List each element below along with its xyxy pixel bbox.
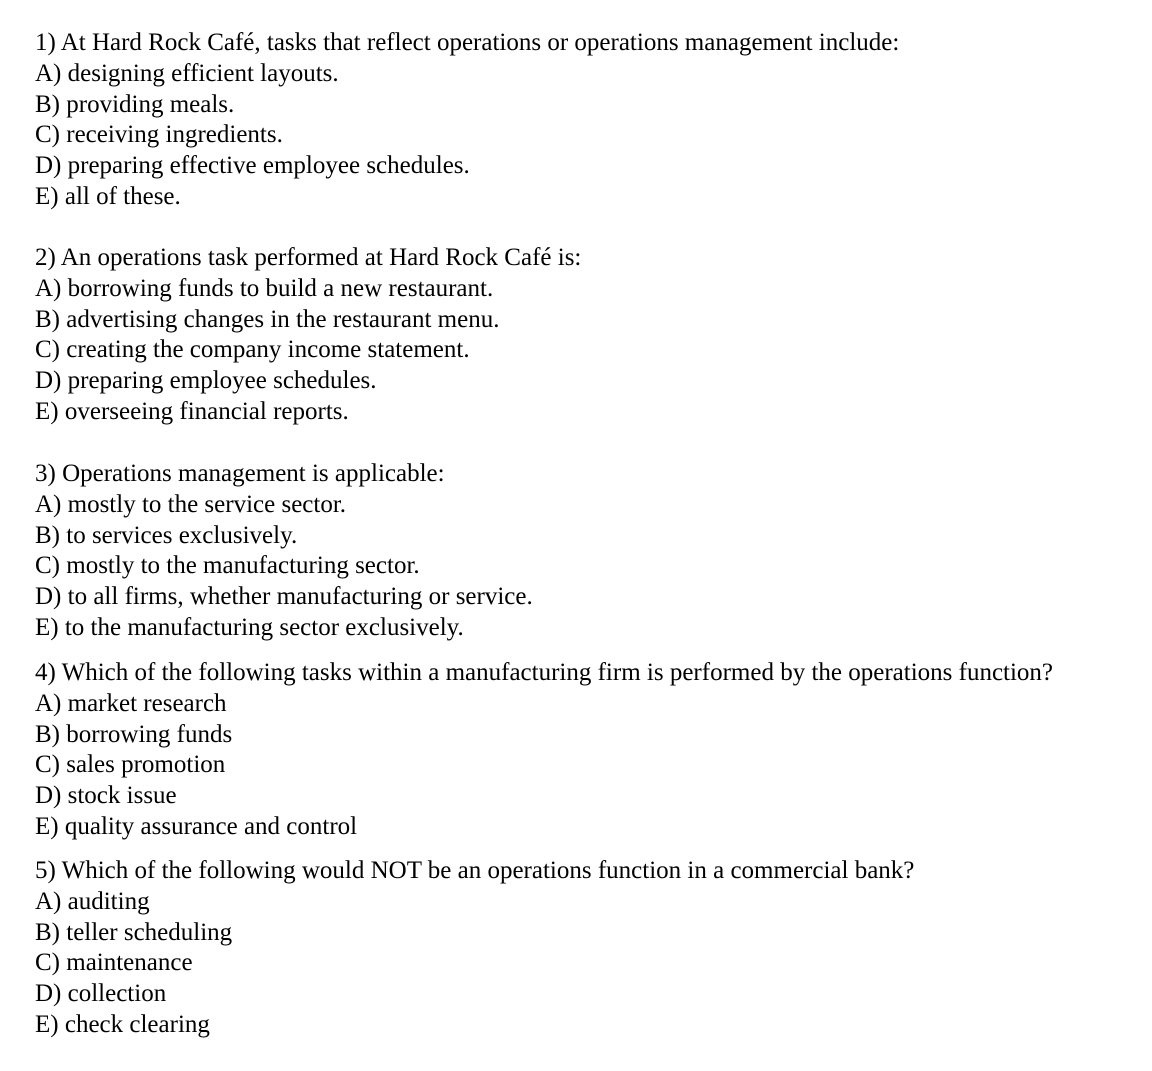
question-1-option-a: A) designing efficient layouts. [35,59,339,87]
question-3 [35,459,1145,644]
question-5-option-d: D) collection [35,980,167,1008]
question-5-option-a: A) auditing [35,887,150,915]
question-2-option-a: A) borrowing funds to build a new restaurant. [35,274,494,302]
question-1 [35,28,1145,213]
question-5-stem: 5) Which of the following would NOT be an operations function in a commercial bank? [35,857,915,884]
question-3-option-a: A) mostly to the service sector. [35,490,347,518]
question-2-option-e: E) overseeing financial reports. [35,397,349,425]
question-4 [35,658,1145,843]
question-4-option-c: C) sales promotion [35,751,226,779]
question-1-option-c: C) receiving ingredients. [35,121,283,149]
question-1-option-b: B) providing meals. [35,90,235,118]
question-2-stem: 2) An operations task performed at Hard Rock Café is: [35,244,582,271]
question-4-option-e: E) quality assurance and control [35,812,358,840]
question-4-stem: 4) Which of the following tasks within a manufacturing firm is performed by the operations function? [35,659,1054,686]
question-2 [35,243,1145,428]
question-3-option-d: D) to all firms, whether manufacturing or service. [35,583,533,611]
question-5-option-e: E) check clearing [35,1010,210,1038]
question-3-option-c: C) mostly to the manufacturing sector. [35,552,420,580]
question-4-option-a: A) market research [35,689,227,717]
question-3-option-b: B) to services exclusively. [35,521,298,549]
question-5-option-c: C) maintenance [35,949,193,977]
question-2-option-b: B) advertising changes in the restaurant menu. [35,305,500,333]
question-4-option-b: B) borrowing funds [35,720,233,748]
question-2-option-d: D) preparing employee schedules. [35,367,377,395]
question-2-option-c: C) creating the company income statement. [35,336,470,364]
question-3-stem: 3) Operations management is applicable: [35,460,445,487]
question-1-option-d: D) preparing effective employee schedules. [35,152,470,180]
question-1-stem: 1) At Hard Rock Café, tasks that reflect operations or operations management include: [35,29,900,56]
question-5 [35,856,1145,1041]
question-1-option-e: E) all of these. [35,182,181,210]
question-4-option-d: D) stock issue [35,782,177,810]
question-3-option-e: E) to the manufacturing sector exclusively. [35,613,464,641]
question-5-option-b: B) teller scheduling [35,918,233,946]
